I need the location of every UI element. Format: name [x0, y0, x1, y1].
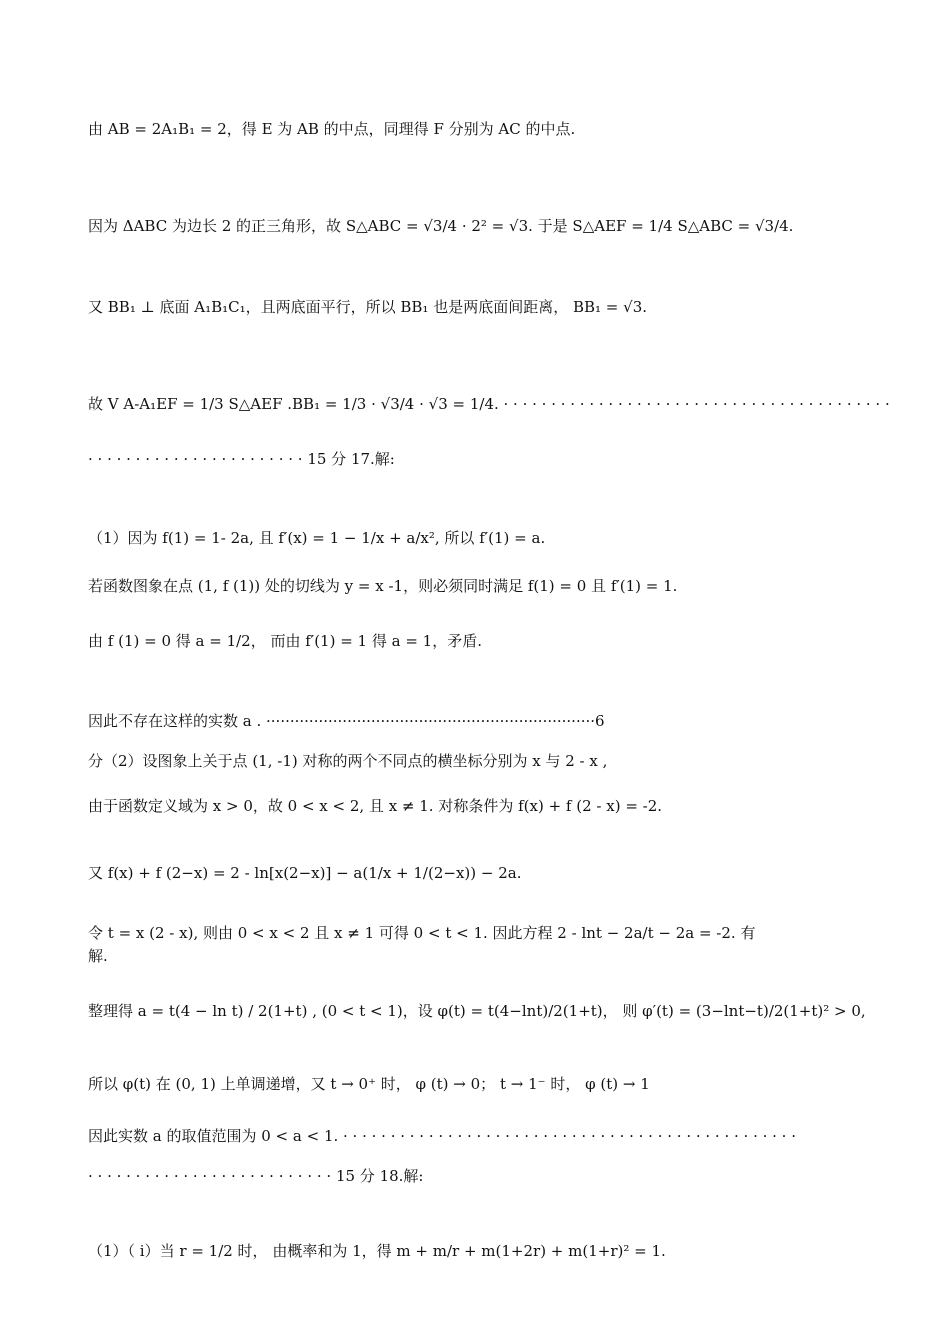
text-line: 解. [88, 947, 108, 965]
text-line: 由 AB = 2A₁B₁ = 2，得 E 为 AB 的中点，同理得 F 分别为 AC 的中点. [88, 120, 576, 138]
text-line: 分（2）设图象上关于点 (1, -1) 对称的两个不同点的横坐标分别为 x 与 2 - x , [88, 752, 608, 770]
text-line: 令 t = x (2 - x), 则由 0 < x < 2 且 x ≠ 1 可得 0 < t < 1. 因此方程 2 - lnt − 2a/t − 2a = -2. 有 [88, 924, 756, 942]
text-line: 若函数图象在点 (1, f (1)) 处的切线为 y = x -1，则必须同时满足 f(1) = 0 且 f′(1) = 1. [88, 577, 678, 595]
text-line: 因此实数 a 的取值范围为 0 < a < 1. · · · · · · · · · · · · · · · · · · · · · · · · · · · · · · · · · · · · · · · · · · · · · · · · [88, 1127, 796, 1145]
text-line: · · · · · · · · · · · · · · · · · · · · · · · · · · 15 分 18.解: [88, 1167, 424, 1185]
text-line: 故 V A-A₁EF = 1/3 S△AEF .BB₁ = 1/3 · √3/4 · √3 = 1/4. · · · · · · · · · · · · · · · · · · · · · · · · · · · · · · · · · · · · · · · · · [88, 395, 890, 413]
text-line: · · · · · · · · · · · · · · · · · · · · · · · 15 分 17.解: [88, 450, 395, 468]
text-line: （1）因为 f(1) = 1- 2a, 且 f′(x) = 1 − 1/x + a/x², 所以 f′(1) = a. [88, 529, 546, 547]
text-line: 由于函数定义域为 x > 0，故 0 < x < 2, 且 x ≠ 1. 对称条件为 f(x) + f (2 - x) = -2. [88, 797, 663, 815]
text-line: 因此不存在这样的实数 a . ·····································································6 [88, 712, 605, 730]
text-line: （1）（ ⅰ）当 r = 1/2 时， 由概率和为 1，得 m + m/r + m(1+2r) + m(1+r)² = 1. [88, 1242, 666, 1260]
text-line: 由 f (1) = 0 得 a = 1/2， 而由 f′(1) = 1 得 a = 1，矛盾. [88, 632, 482, 650]
text-line: 因为 ΔABC 为边长 2 的正三角形，故 S△ABC = √3/4 · 2² = √3. 于是 S△AEF = 1/4 S△ABC = √3/4. [88, 217, 794, 235]
text-line: 所以 φ(t) 在 (0, 1) 上单调递增，又 t → 0⁺ 时， φ (t) → 0； t → 1⁻ 时， φ (t) → 1 [88, 1075, 650, 1093]
text-line: 又 f(x) + f (2−x) = 2 - ln[x(2−x)] − a(1/x + 1/(2−x)) − 2a. [88, 864, 522, 882]
text-line: 整理得 a = t(4 − ln t) / 2(1+t) , (0 < t < 1)，设 φ(t) = t(4−lnt)/2(1+t)， 则 φ′(t) = (3−lnt−t)/2(1+t)² > 0, [88, 1002, 866, 1020]
text-line: 又 BB₁ ⊥ 底面 A₁B₁C₁，且两底面平行，所以 BB₁ 也是两底面间距离， BB₁ = √3. [88, 298, 648, 316]
